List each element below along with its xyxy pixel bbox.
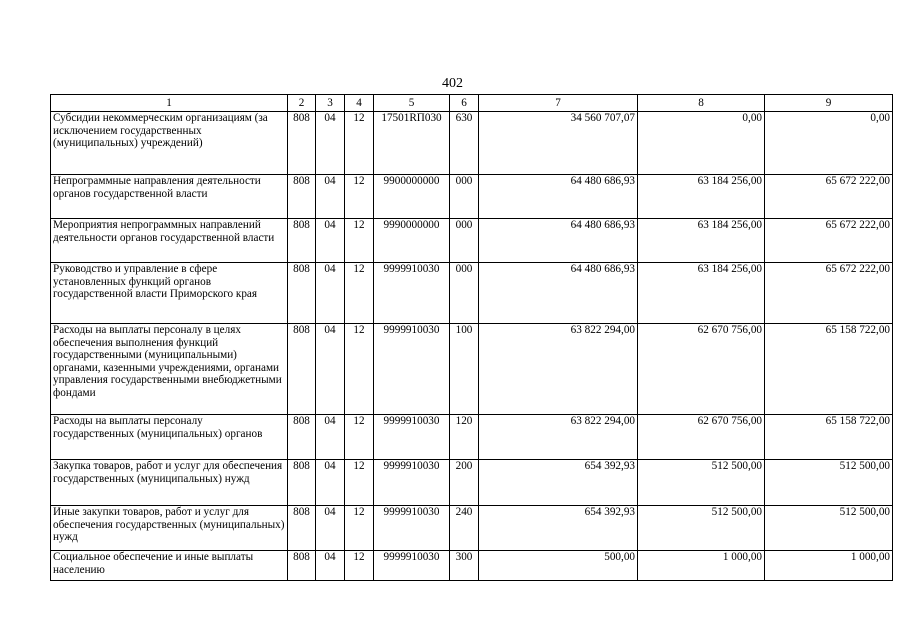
column-header: 9: [765, 95, 893, 112]
column-header: 1: [51, 95, 288, 112]
admin-code: 808: [288, 551, 316, 581]
target-article-code: 9999910030: [374, 263, 450, 324]
table-row: [51, 112, 893, 175]
amount-col9: 512 500,00: [765, 506, 893, 551]
amount-col9: 65 158 722,00: [765, 324, 893, 415]
target-article-code: 9999910030: [374, 415, 450, 460]
expense-type-code: 000: [450, 175, 479, 219]
row-name: Расходы на выплаты персоналу в целях обеспечения выполнения функций государственными (муниципальными) органами, казенными учреждениями, органами управления государственными внебюджетными фондами: [51, 324, 288, 415]
column-header: 2: [288, 95, 316, 112]
page-number: 402: [442, 76, 463, 91]
subsection-code: 12: [345, 506, 374, 551]
row-name: Расходы на выплаты персоналу государственных (муниципальных) органов: [51, 415, 288, 460]
column-header: 8: [638, 95, 765, 112]
subsection-code: 12: [345, 460, 374, 506]
amount-col7: 63 822 294,00: [479, 324, 638, 415]
amount-col7: 64 480 686,93: [479, 263, 638, 324]
amount-col8: 63 184 256,00: [638, 219, 765, 263]
target-article-code: 9990000000: [374, 219, 450, 263]
row-name: Мероприятия непрограммных направлений деятельности органов государственной власти: [51, 219, 288, 263]
admin-code: 808: [288, 219, 316, 263]
subsection-code: 12: [345, 263, 374, 324]
expense-type-code: 120: [450, 415, 479, 460]
section-code: 04: [316, 324, 345, 415]
row-name: Закупка товаров, работ и услуг для обеспечения государственных (муниципальных) нужд: [51, 460, 288, 506]
admin-code: 808: [288, 460, 316, 506]
admin-code: 808: [288, 506, 316, 551]
table-row: [51, 324, 893, 415]
amount-col7: 64 480 686,93: [479, 175, 638, 219]
table-row: [51, 263, 893, 324]
table-row: [51, 219, 893, 263]
target-article-code: 17501RП030: [374, 112, 450, 175]
expense-type-code: 000: [450, 263, 479, 324]
column-header: 3: [316, 95, 345, 112]
table-row: [51, 551, 893, 581]
amount-col7: 34 560 707,07: [479, 112, 638, 175]
amount-col8: 63 184 256,00: [638, 175, 765, 219]
amount-col8: 62 670 756,00: [638, 415, 765, 460]
amount-col8: 62 670 756,00: [638, 324, 765, 415]
section-code: 04: [316, 219, 345, 263]
expense-type-code: 300: [450, 551, 479, 581]
expense-type-code: 200: [450, 460, 479, 506]
amount-col7: 500,00: [479, 551, 638, 581]
table-row: [51, 415, 893, 460]
section-code: 04: [316, 415, 345, 460]
section-code: 04: [316, 263, 345, 324]
amount-col7: 64 480 686,93: [479, 219, 638, 263]
expense-type-code: 240: [450, 506, 479, 551]
expense-type-code: 100: [450, 324, 479, 415]
subsection-code: 12: [345, 175, 374, 219]
section-code: 04: [316, 506, 345, 551]
admin-code: 808: [288, 263, 316, 324]
amount-col9: 512 500,00: [765, 460, 893, 506]
amount-col8: 0,00: [638, 112, 765, 175]
admin-code: 808: [288, 324, 316, 415]
column-header: 4: [345, 95, 374, 112]
section-code: 04: [316, 551, 345, 581]
amount-col9: 65 672 222,00: [765, 263, 893, 324]
amount-col8: 63 184 256,00: [638, 263, 765, 324]
subsection-code: 12: [345, 324, 374, 415]
section-code: 04: [316, 112, 345, 175]
row-name: Иные закупки товаров, работ и услуг для обеспечения государственных (муниципальных) нужд: [51, 506, 288, 551]
amount-col9: 65 672 222,00: [765, 175, 893, 219]
amount-col7: 654 392,93: [479, 506, 638, 551]
target-article-code: 9900000000: [374, 175, 450, 219]
amount-col9: 65 158 722,00: [765, 415, 893, 460]
row-name: Непрограммные направления деятельности органов государственной власти: [51, 175, 288, 219]
header-row: [51, 95, 893, 112]
table-row: [51, 460, 893, 506]
expense-type-code: 630: [450, 112, 479, 175]
admin-code: 808: [288, 415, 316, 460]
target-article-code: 9999910030: [374, 324, 450, 415]
column-header: 6: [450, 95, 479, 112]
section-code: 04: [316, 460, 345, 506]
amount-col8: 512 500,00: [638, 506, 765, 551]
admin-code: 808: [288, 112, 316, 175]
table-row: [51, 506, 893, 551]
admin-code: 808: [288, 175, 316, 219]
subsection-code: 12: [345, 551, 374, 581]
expense-type-code: 000: [450, 219, 479, 263]
column-header: 7: [479, 95, 638, 112]
subsection-code: 12: [345, 112, 374, 175]
row-name: Руководство и управление в сфере установленных функций органов государственной власти Приморского края: [51, 263, 288, 324]
amount-col8: 512 500,00: [638, 460, 765, 506]
subsection-code: 12: [345, 219, 374, 263]
row-name: Субсидии некоммерческим организациям (за исключением государственных (муниципальных) учреждений): [51, 112, 288, 175]
target-article-code: 9999910030: [374, 460, 450, 506]
row-name: Социальное обеспечение и иные выплаты населению: [51, 551, 288, 581]
amount-col8: 1 000,00: [638, 551, 765, 581]
amount-col9: 1 000,00: [765, 551, 893, 581]
target-article-code: 9999910030: [374, 506, 450, 551]
target-article-code: 9999910030: [374, 551, 450, 581]
table-row: [51, 175, 893, 219]
amount-col9: 65 672 222,00: [765, 219, 893, 263]
amount-col9: 0,00: [765, 112, 893, 175]
subsection-code: 12: [345, 415, 374, 460]
amount-col7: 63 822 294,00: [479, 415, 638, 460]
column-header: 5: [374, 95, 450, 112]
budget-table: [50, 94, 893, 581]
section-code: 04: [316, 175, 345, 219]
amount-col7: 654 392,93: [479, 460, 638, 506]
